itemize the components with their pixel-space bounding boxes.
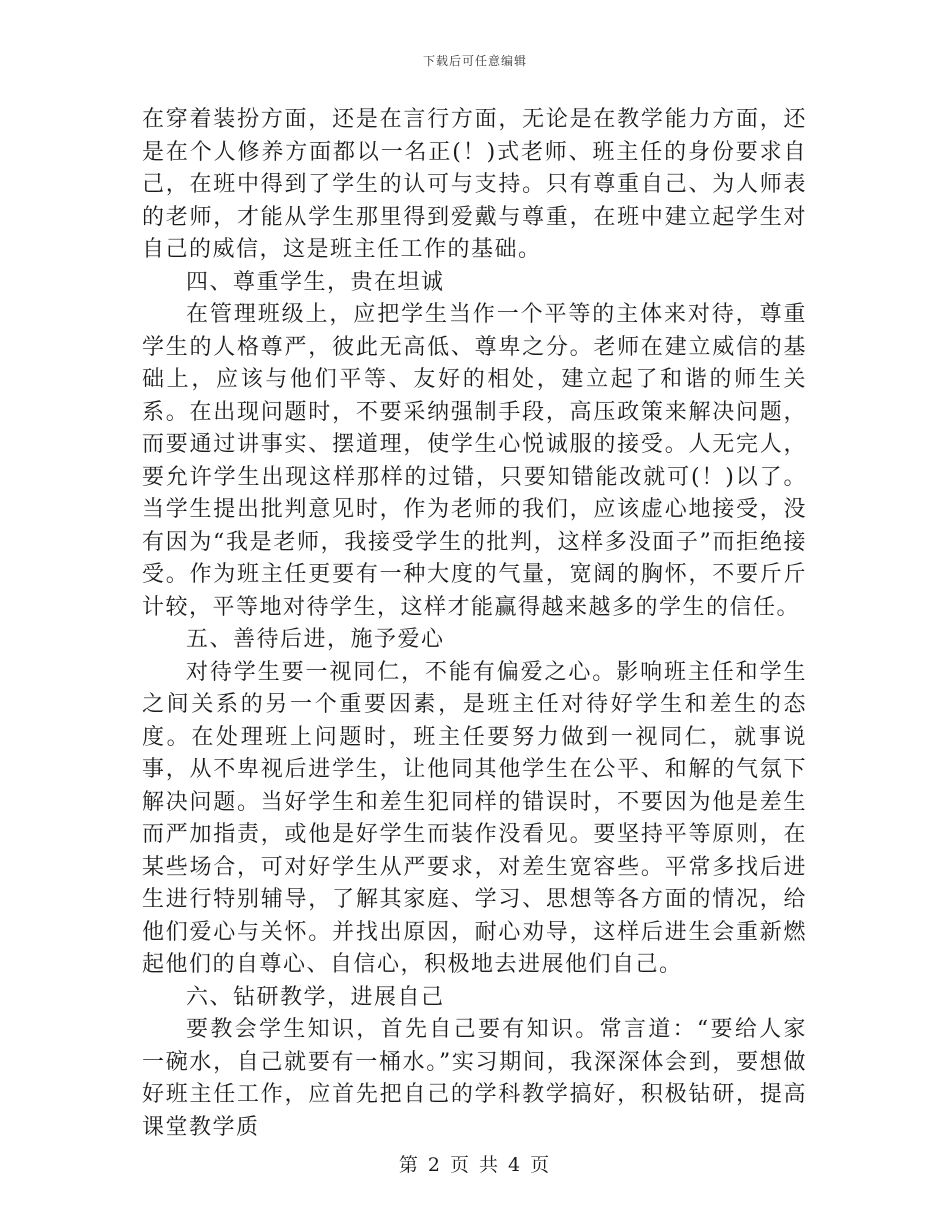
section-heading-4: 四、尊重学生，贵在坦诚: [186, 269, 445, 295]
paragraph-2: 在管理班级上，应把学生当作一个平等的主体来对待，尊重学生的人格尊严，彼此无高低、尊卑之分。老师在建立威信的基础上，应该与他们平等、友好的相处，建立起了和谐的师生关系。在出现问题时，不要采纳强制手段，高压政策来解决问题，而要通过讲事实、摆道理，使学生心悦诚服的接受。人无完人，要允许学生出现这样那样的过错，只要知错能改就可(！)以了。当学生提出批判意见时，作为老师的我们，应该虚心地接受，没有因为“我是老师，我接受学生的批判，这样多没面子”而拒绝接受。作为班主任更要有一种大度的气量，宽阔的胸怀，不要斤斤计较，平等地对待学生，这样才能赢得越来越多的学生的信任。: [142, 302, 807, 620]
document-body: [142, 104, 807, 1144]
page-header: 下载后可任意编辑: [422, 54, 527, 68]
paragraph-4: 要教会学生知识，首先自己要有知识。常言道：“要给人家一碗水，自己就要有一桶水。”实习期间，我深深体会到，要想做好班主任工作，应首先把自己的学科教学搞好，积极钻研，提高课堂教学质: [142, 1017, 807, 1140]
paragraph-1: 在穿着装扮方面，还是在言行方面，无论是在教学能力方面，还是在个人修养方面都以一名正(！)式老师、班主任的身份要求自己，在班中得到了学生的认可与支持。只有尊重自己、为人师表的老师，才能从学生那里得到爱戴与尊重，在班中建立起学生对自己的威信，这是班主任工作的基础。: [142, 107, 807, 262]
section-heading-5: 五、善待后进，施予爱心: [186, 627, 445, 652]
page-number-footer: 第 2 页 共 4 页: [398, 1154, 552, 1176]
paragraph-3: 对待学生要一视同仁，不能有偏爱之心。影响班主任和学生之间关系的另一个重要因素，是班主任对待好学生和差生的态度。在处理班上问题时，班主任要努力做到一视同仁，就事说事，从不卑视后进学生，让他同其他学生在公平、和解的气氛下解决问题。当好学生和差生犯同样的错误时，不要因为他是差生而严加指责，或他是好学生而装作没看见。要坚持平等原则，在某些场合，可对好学生从严要求，对差生宽容些。平常多找后进生进行特别辅导，了解其家庭、学习、思想等各方面的情况，给他们爱心与关怀。并找出原因，耐心劝导，这样后进生会重新燃起他们的自尊心、自信心，积极地去进展他们自己。: [142, 659, 807, 977]
section-heading-6: 六、钻研教学，进展自己: [186, 984, 445, 1010]
